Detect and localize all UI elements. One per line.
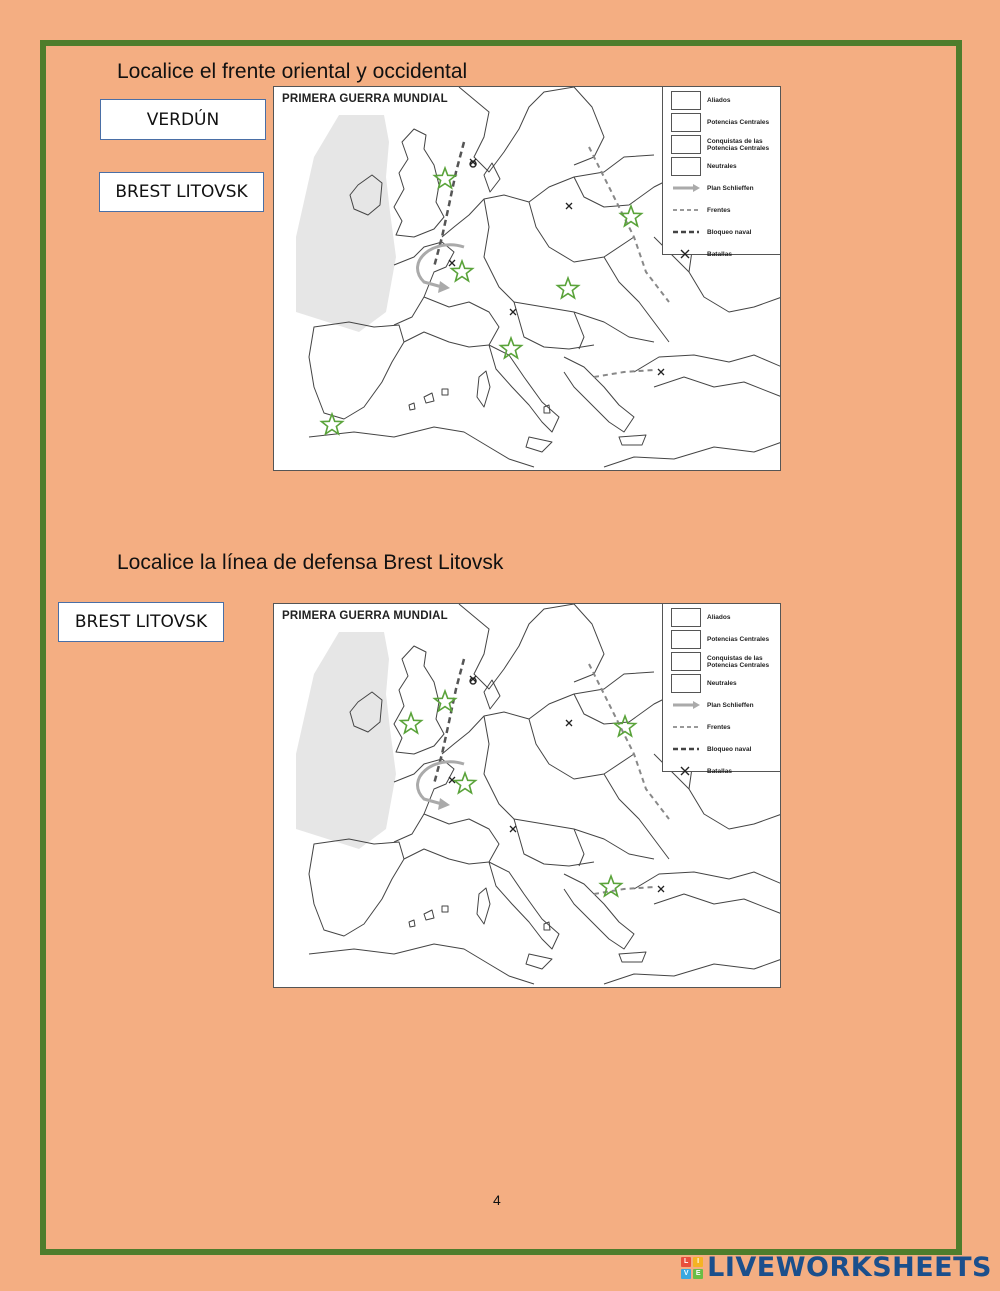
legend-swatch: [671, 157, 701, 176]
liveworksheets-logo: [681, 1252, 992, 1283]
legend-label: Batallas: [707, 768, 732, 775]
legend-label: Aliados: [707, 97, 731, 104]
legend-swatch: [671, 740, 701, 759]
legend-item: [671, 179, 776, 198]
map-star-marker[interactable]: [558, 278, 579, 298]
answer-box-brest-litovsk-2[interactable]: BREST LITOVSK: [58, 602, 224, 642]
map-legend: [662, 604, 780, 775]
legend-label: Conquistas de las Potencias Centrales: [707, 137, 770, 152]
map-star-marker[interactable]: [501, 338, 522, 358]
legend-label: Bloqueo naval: [707, 746, 752, 753]
legend-label: Plan Schlieffen: [707, 702, 754, 709]
section1-heading: Localice el frente oriental y occidental: [117, 60, 468, 83]
legend-swatch: [671, 135, 701, 154]
legend-label: Neutrales: [707, 163, 737, 170]
legend-swatch: [671, 179, 701, 198]
liveworksheets-logo-icon: L I V E: [681, 1257, 703, 1279]
legend-swatch: [671, 91, 701, 110]
map-legend: [662, 87, 780, 258]
legend-label: Conquistas de las Potencias Centrales: [707, 654, 770, 669]
legend-label: Plan Schlieffen: [707, 185, 754, 192]
legend-item: [671, 608, 776, 627]
legend-swatch: [671, 674, 701, 693]
legend-item: [671, 674, 776, 693]
legend-item: [671, 157, 776, 176]
legend-swatch: [671, 608, 701, 627]
legend-item: [671, 201, 776, 220]
map-star-marker[interactable]: [455, 773, 476, 793]
legend-swatch: [671, 718, 701, 737]
legend-swatch: [671, 113, 701, 132]
map-star-marker[interactable]: [401, 713, 422, 733]
legend-item: [671, 91, 776, 110]
legend-item: [671, 245, 776, 264]
legend-label: Frentes: [707, 724, 731, 731]
legend-label: Frentes: [707, 207, 731, 214]
map-star-marker[interactable]: [452, 261, 473, 281]
legend-item: [671, 135, 776, 154]
liveworksheets-brand: LIVEWORKSHEETS: [707, 1252, 992, 1283]
legend-item: [671, 740, 776, 759]
section2-heading: Localice la línea de defensa Brest Litovsk: [117, 551, 504, 574]
map-title: PRIMERA GUERRA MUNDIAL: [282, 610, 448, 622]
legend-swatch: [671, 696, 701, 715]
legend-item: [671, 223, 776, 242]
answer-box-brest-litovsk[interactable]: BREST LITOVSK: [99, 172, 264, 212]
map-title: PRIMERA GUERRA MUNDIAL: [282, 93, 448, 105]
legend-swatch: [671, 652, 701, 671]
battle-icon: [671, 245, 701, 264]
legend-label: Potencias Centrales: [707, 119, 770, 126]
legend-item: [671, 113, 776, 132]
europe-map-1: [273, 86, 781, 471]
legend-label: Batallas: [707, 251, 732, 258]
legend-label: Aliados: [707, 614, 731, 621]
legend-swatch: [671, 201, 701, 220]
legend-label: Neutrales: [707, 680, 737, 687]
legend-label: Potencias Centrales: [707, 636, 770, 643]
legend-item: [671, 696, 776, 715]
battle-icon: [671, 762, 701, 781]
answer-box-verdun[interactable]: VERDÚN: [100, 99, 266, 140]
page-number: 4: [493, 1192, 501, 1208]
europe-map-2: [273, 603, 781, 988]
legend-swatch: [671, 630, 701, 649]
legend-swatch: [671, 223, 701, 242]
legend-item: [671, 630, 776, 649]
legend-item: [671, 718, 776, 737]
map-star-marker[interactable]: [322, 414, 343, 434]
legend-item: [671, 762, 776, 781]
legend-item: [671, 652, 776, 671]
legend-label: Bloqueo naval: [707, 229, 752, 236]
map-star-marker[interactable]: [621, 206, 642, 226]
